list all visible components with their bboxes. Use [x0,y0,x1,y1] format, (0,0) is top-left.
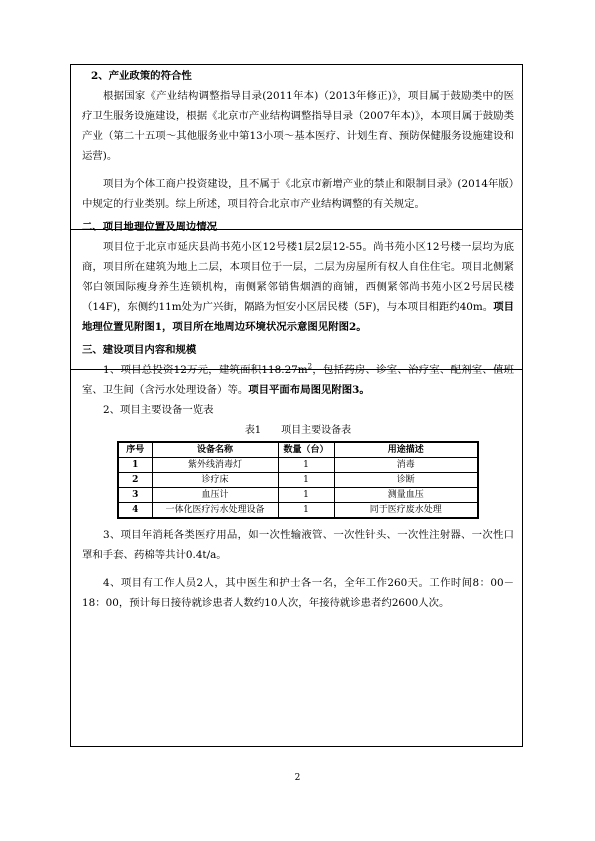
layout-figure-reference: 项目平面布局图见附图3。 [248,384,370,396]
paragraph-equipment-intro: 2、项目主要设备一览表 [103,404,214,416]
heading-scale: 三、建设项目内容和规模 [82,344,197,356]
table-row: 2 诊疗床 1 诊断 [118,473,478,488]
document-body [82,66,514,613]
page-number: 2 [294,773,301,783]
heading-industry-policy: 2、产业政策的符合性 [91,70,192,82]
header-equipment-name: 设备名称 [152,442,278,458]
paragraph-consumables: 3、项目年消耗各类医疗用品，如一次性输液管、一次性针头、一次性注射器、一次性口罩和手套、药棉等共计0.4t/a。 [82,529,514,561]
paragraph-industry-catalog: 根据国家《产业结构调整指导目录(2011年本)（2013年修正)》，项目属于鼓励类中的医疗卫生服务设施建设，根据《北京市产业结构调整指导目录（2007年本)》，本项目属于鼓励类产业（第二十五项～其他服务业中第13小项～基本医疗、计划生育、预防保健服务设施建设和运营)。 [82,90,514,162]
location-figure-reference: 项目地理位置见附图1，项目所在地周边环境状况示意图见附图2。 [82,301,515,333]
paragraph-industry-conclusion: 项目为个体工商户投资建设，且不属于《北京市新增产业的禁止和限制目录》(2014年版）中规定的行业类别。综上所述，项目符合北京市产业结构调整的有关规定。 [82,178,514,210]
paragraph-investment: 1、项目总投资12万元，建筑面积$118.27m^2$，包括药房、诊室、治疗室、配剂室、值班室、卫生间（含污水处理设备）等。项目平面布局图见附图3。 [82,362,515,396]
table-header-row [118,442,478,458]
table-row: 3 血压计 1 测量血压 [118,488,478,503]
equipment-table [117,441,479,519]
paragraph-staffing: 4、项目有工作人员2人，其中医生和护士各一名，全年工作260天。工作时间8：00－18：00，预计每日接待就诊患者人数约10人次，年接待就诊患者约2600人次。 [82,577,514,609]
paragraph-location: 项目位于北京市延庆县尚书苑小区12号楼1层2层12-55。尚书苑小区12号楼一层均为底商，项目所在建筑为地上二层，本项目位于一层，二层为房屋所有权人自住住宅。项目北侧紧邻白领国际瘦身养生连锁机构，南侧紧邻销售烟酒的商铺，西侧紧邻尚书苑小区2号居民楼（14F)，东侧约11m处为广兴街，隔路为恒安小区居民楼（5F)，与本项目相距约40m。项目地理位置见附图1，项目所在地周边环境状况示意图见附图2。 [82,241,515,333]
table-row: 1 紫外线消毒灯 1 消毒 [118,458,478,473]
table-caption: 表1 项目主要设备表 [244,425,352,436]
table-row: 4 一体化医疗污水处理设备 1 同于医疗废水处理 [118,503,478,519]
header-index: 序号 [118,442,152,458]
heading-location: 二、项目地理位置及周边情况 [82,221,218,233]
header-purpose: 用途描述 [334,442,478,458]
header-quantity: 数量（台） [278,442,334,458]
